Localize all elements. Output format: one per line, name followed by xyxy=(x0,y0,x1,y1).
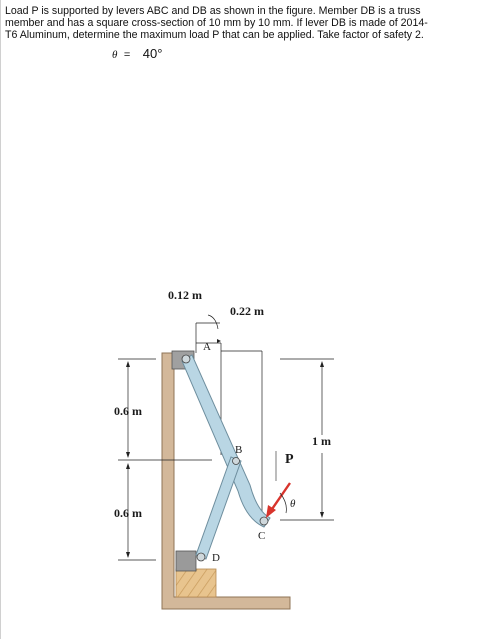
dim-label-06-upper: 0.6 m xyxy=(114,404,142,418)
load-label-p: P xyxy=(285,452,294,467)
dim-label-1m: 1 m xyxy=(312,434,331,448)
problem-statement xyxy=(5,5,475,41)
theta-equals-sign: = xyxy=(123,49,131,61)
angle-label-theta: θ xyxy=(290,498,296,510)
pin-d-bracket xyxy=(176,551,196,571)
point-label-d: D xyxy=(212,552,220,564)
theta-value: 40° xyxy=(142,46,163,61)
theta-symbol: θ xyxy=(112,49,118,61)
dim-label-012: 0.12 m xyxy=(168,288,202,302)
pin-c xyxy=(260,517,268,525)
point-label-b: B xyxy=(235,444,243,456)
angle-arc-top xyxy=(208,315,218,329)
dim-label-06-lower: 0.6 m xyxy=(114,506,142,520)
pin-a xyxy=(182,355,190,363)
problem-line-1: Load P is supported by levers ABC and DB as shown in the figure. Member DB is a truss xyxy=(5,5,421,17)
dim-label-022: 0.22 m xyxy=(230,304,264,318)
page-left-border xyxy=(0,0,1,639)
pin-d xyxy=(197,553,205,561)
point-label-c: C xyxy=(258,530,266,542)
member-db xyxy=(196,457,241,559)
point-label-a: A xyxy=(203,341,211,353)
theta-given xyxy=(112,45,162,63)
lever-figure xyxy=(100,275,360,615)
pin-b xyxy=(233,458,240,465)
problem-line-3: T6 Aluminum, determine the maximum load P that can be applied. Take factor of safety 2. xyxy=(5,29,424,41)
load-arrow-shaft xyxy=(270,483,290,512)
base-block xyxy=(176,569,216,597)
problem-line-2: member and has a square cross-section of 10 mm by 10 mm. If lever DB is made of 2014- xyxy=(5,17,428,29)
